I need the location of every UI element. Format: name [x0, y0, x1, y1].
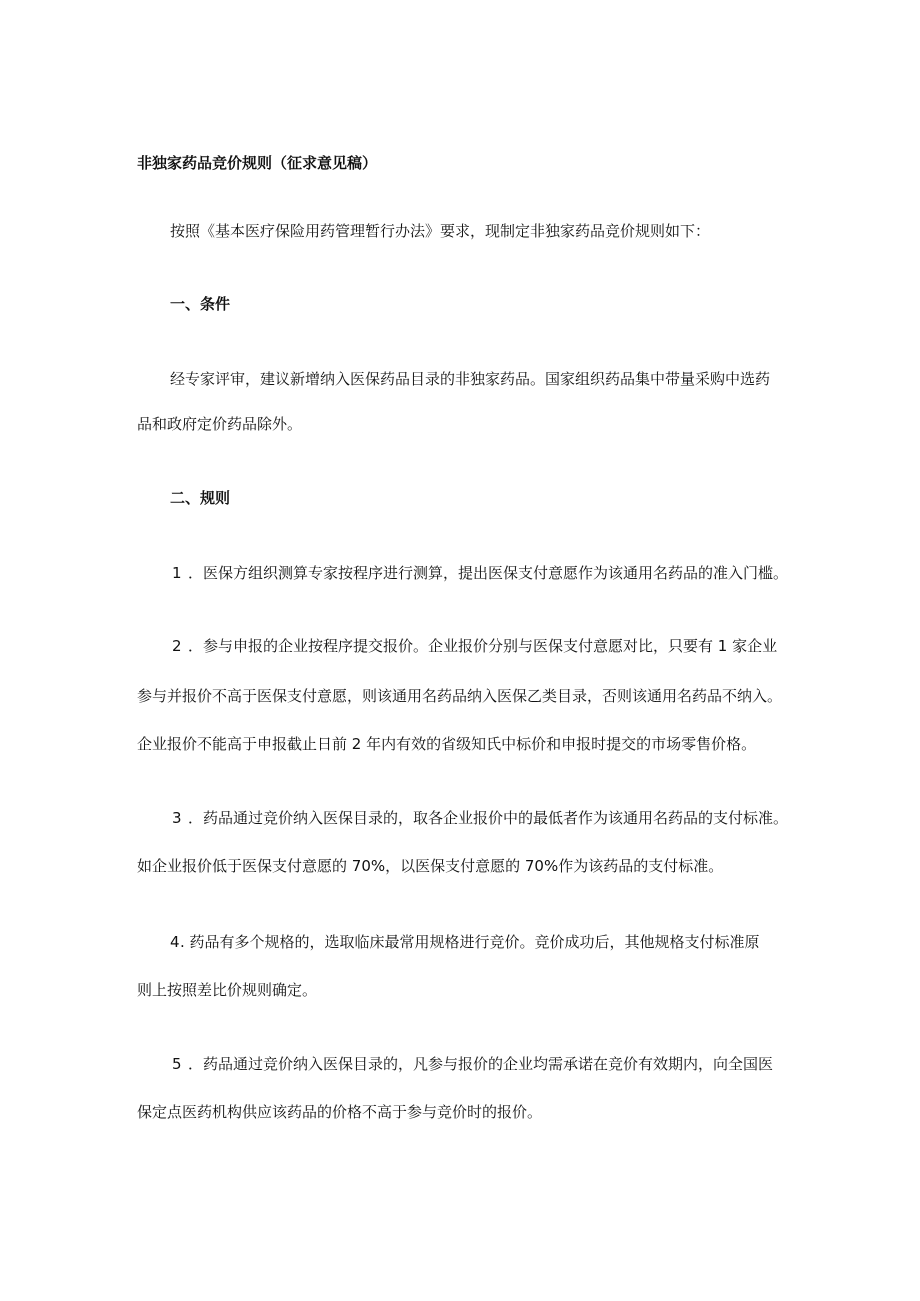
intro-paragraph: 按照《基本医疗保险用药管理暂行办法》要求，现制定非独家药品竞价规则如下： [170, 222, 711, 240]
conditions-text-line: 品和政府定价药品除外。 [137, 415, 303, 433]
rule-number: 3 [172, 809, 182, 827]
section-heading-conditions: 一、条件 [170, 295, 231, 313]
rule-number: 2 [172, 637, 182, 655]
rule-text-line: 则上按照差比价规则确定。 [137, 981, 318, 999]
rule-text-line: ．药品通过竞价纳入医保目录的，凡参与报价的企业均需承诺在竞价有效期内，向全国医 [188, 1055, 774, 1073]
rule-text-line: ．药品通过竞价纳入医保目录的，取各企业报价中的最低者作为该通用名药品的支付标准。 [188, 809, 789, 827]
rule-text-line: ．医保方组织测算专家按程序进行测算，提出医保支付意愿作为该通用名药品的准入门槛。 [188, 564, 789, 582]
rule-number: 5 [172, 1055, 182, 1073]
rule-text-line: 如企业报价低于医保支付意愿的 70%，以医保支付意愿的 70%作为该药品的支付标准。 [137, 857, 724, 875]
rule-text-line: 企业报价不能高于申报截止日前 2 年内有效的省级知氏中标价和申报时提交的市场零售价格。 [137, 735, 757, 753]
section-heading-rules: 二、规则 [170, 489, 231, 507]
conditions-text-line: 经专家评审，建议新增纳入医保药品目录的非独家药品。国家组织药品集中带量采购中选药 [170, 370, 771, 388]
rule-number: 4 [170, 933, 180, 951]
rule-text-line: . 药品有多个规格的，选取临床最常用规格进行竞价。竞价成功后，其他规格支付标准原 [180, 933, 760, 951]
rule-number: 1 [172, 564, 182, 582]
document-title: 非独家药品竞价规则（征求意见稿） [137, 154, 378, 172]
rule-text-line: 参与并报价不高于医保支付意愿，则该通用名药品纳入医保乙类目录，否则该通用名药品不纳入。 [137, 687, 783, 705]
rule-text-line: ．参与申报的企业按程序提交报价。企业报价分别与医保支付意愿对比，只要有 1 家企业 [188, 637, 778, 655]
rule-text-line: 保定点医药机构供应该药品的价格不高于参与竞价时的报价。 [137, 1103, 543, 1121]
